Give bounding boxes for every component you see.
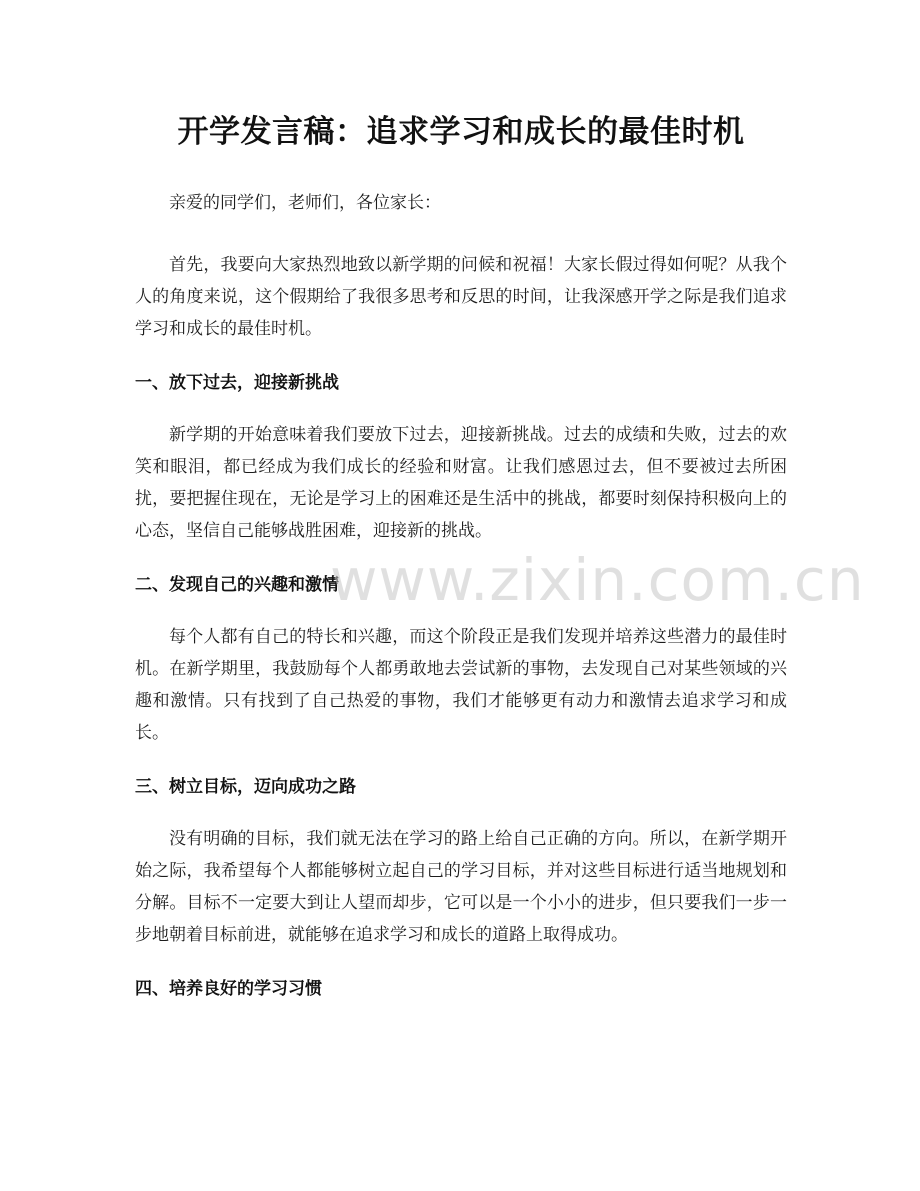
section-body-3: 没有明确的目标，我们就无法在学习的路上给自己正确的方向。所以，在新学期开始之际，我希望每个人都能够树立起自己的学习目标，并对这些目标进行适当地规划和分解。目标不一定要大到让人望而却步，它可以是一个小小的进步，但只要我们一步一步地朝着目标前进，就能够在追求学习和成长的道路上取得成功。: [135, 829, 787, 945]
section-heading-4: 四、培养良好的学习习惯: [135, 979, 322, 999]
watermark-text: www.zixin.com.cn: [330, 546, 865, 614]
section-body-2: 每个人都有自己的特长和兴趣，而这个阶段正是我们发现并培养这些潜力的最佳时机。在新学期里，我鼓励每个人都勇敢地去尝试新的事物，去发现自己对某些领域的兴趣和激情。只有找到了自己热爱的事物，我们才能够更有动力和激情去追求学习和成长。: [135, 627, 787, 743]
section-heading-2: 二、发现自己的兴趣和激情: [135, 575, 339, 595]
section-body-1: 新学期的开始意味着我们要放下过去，迎接新挑战。过去的成绩和失败，过去的欢笑和眼泪，都已经成为我们成长的经验和财富。让我们感恩过去，但不要被过去所困扰，要把握住现在，无论是学习上的困难还是生活中的挑战，都要时刻保持积极向上的心态，坚信自己能够战胜困难，迎接新的挑战。: [135, 425, 787, 541]
intro-paragraph: 首先，我要向大家热烈地致以新学期的问候和祝福！大家长假过得如何呢？从我个人的角度来说，这个假期给了我很多思考和反思的时间，让我深感开学之际是我们追求学习和成长的最佳时机。: [135, 255, 787, 339]
salutation: 亲爱的同学们，老师们，各位家长：: [169, 193, 441, 213]
document-title: 开学发言稿：追求学习和成长的最佳时机: [177, 114, 745, 150]
section-heading-3: 三、树立目标，迈向成功之路: [135, 777, 356, 797]
section-heading-1: 一、放下过去，迎接新挑战: [135, 373, 339, 393]
